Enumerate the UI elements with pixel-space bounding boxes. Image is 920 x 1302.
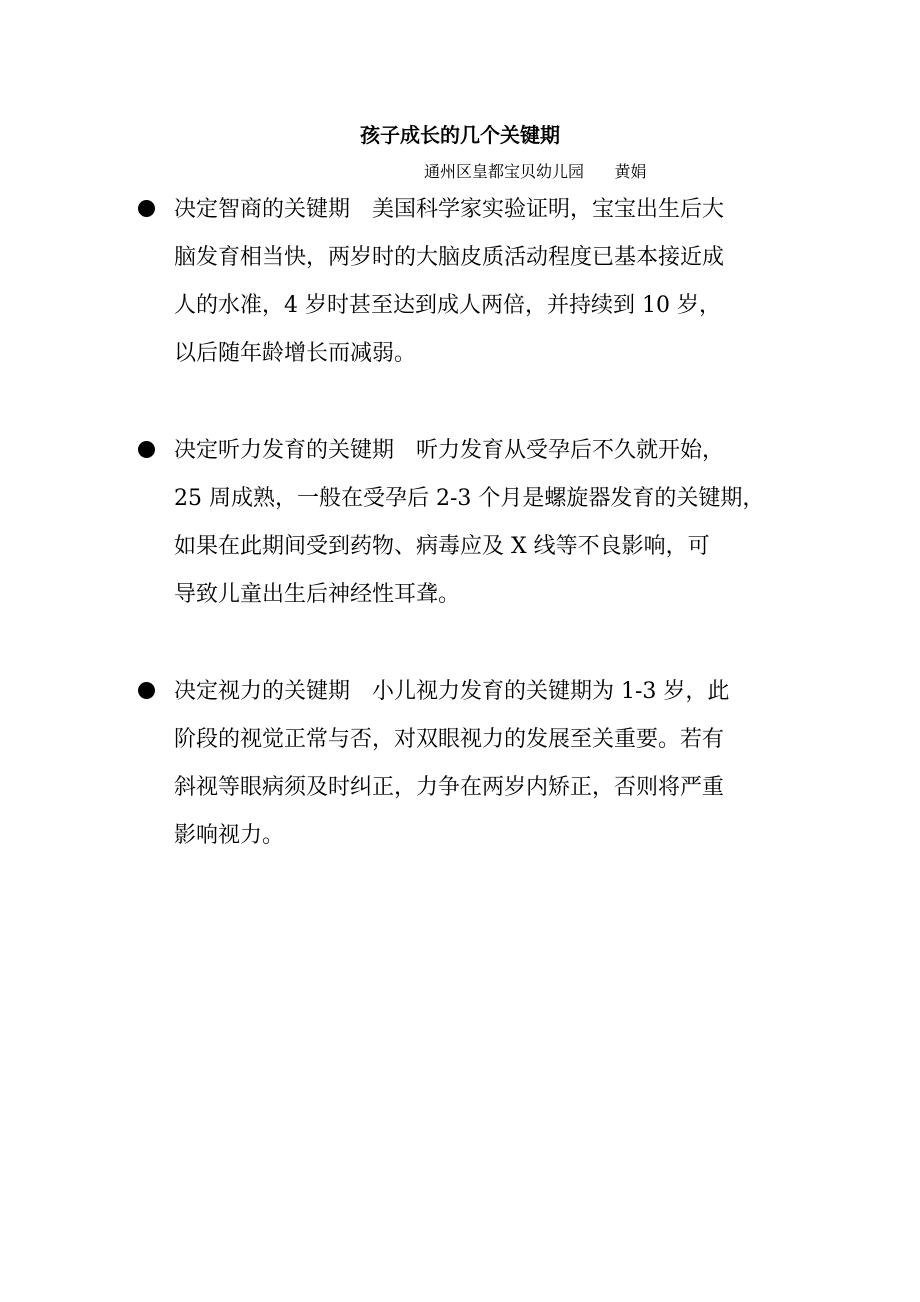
paragraph-line: 决定视力的关键期 小儿视力发育的关键期为 1-3 岁，此 <box>174 679 730 704</box>
paragraph-line: 人的水准，4 岁时甚至达到成人两倍，并持续到 10 岁， <box>174 293 721 318</box>
paragraph-line: 影响视力。 <box>174 823 285 848</box>
paragraph-line: 导致儿童出生后神经性耳聋。 <box>174 582 461 607</box>
paragraph-line: 斜视等眼病须及时纠正，力争在两岁内矫正，否则将严重 <box>174 775 725 800</box>
paragraph-line: 如果在此期间受到药物、病毒应及 X 线等不良影响，可 <box>174 534 710 559</box>
paragraph-line: 25 周成熟，一般在受孕后 2-3 个月是螺旋器发育的关键期， <box>174 486 765 511</box>
paragraph-line: 阶段的视觉正常与否，对双眼视力的发展至关重要。若有 <box>174 727 725 752</box>
paragraph-line: 决定听力发育的关键期 听力发育从受孕后不久就开始， <box>174 438 725 463</box>
section-paragraph <box>174 668 799 860</box>
bullet-icon <box>138 682 155 699</box>
paragraph-line: 脑发育相当快，两岁时的大脑皮质活动程度已基本接近成 <box>174 245 725 270</box>
author-byline: 通州区皇都宝贝幼儿园 黄娟 <box>424 162 647 181</box>
bullet-icon <box>138 200 155 217</box>
document-title: 孩子成长的几个关键期 <box>360 123 560 147</box>
paragraph-line: 以后随年龄增长而减弱。 <box>174 341 417 366</box>
paragraph-line: 决定智商的关键期 美国科学家实验证明，宝宝出生后大 <box>174 197 725 222</box>
bullet-icon <box>138 441 155 458</box>
section-paragraph <box>174 427 799 619</box>
section-paragraph <box>174 186 799 378</box>
